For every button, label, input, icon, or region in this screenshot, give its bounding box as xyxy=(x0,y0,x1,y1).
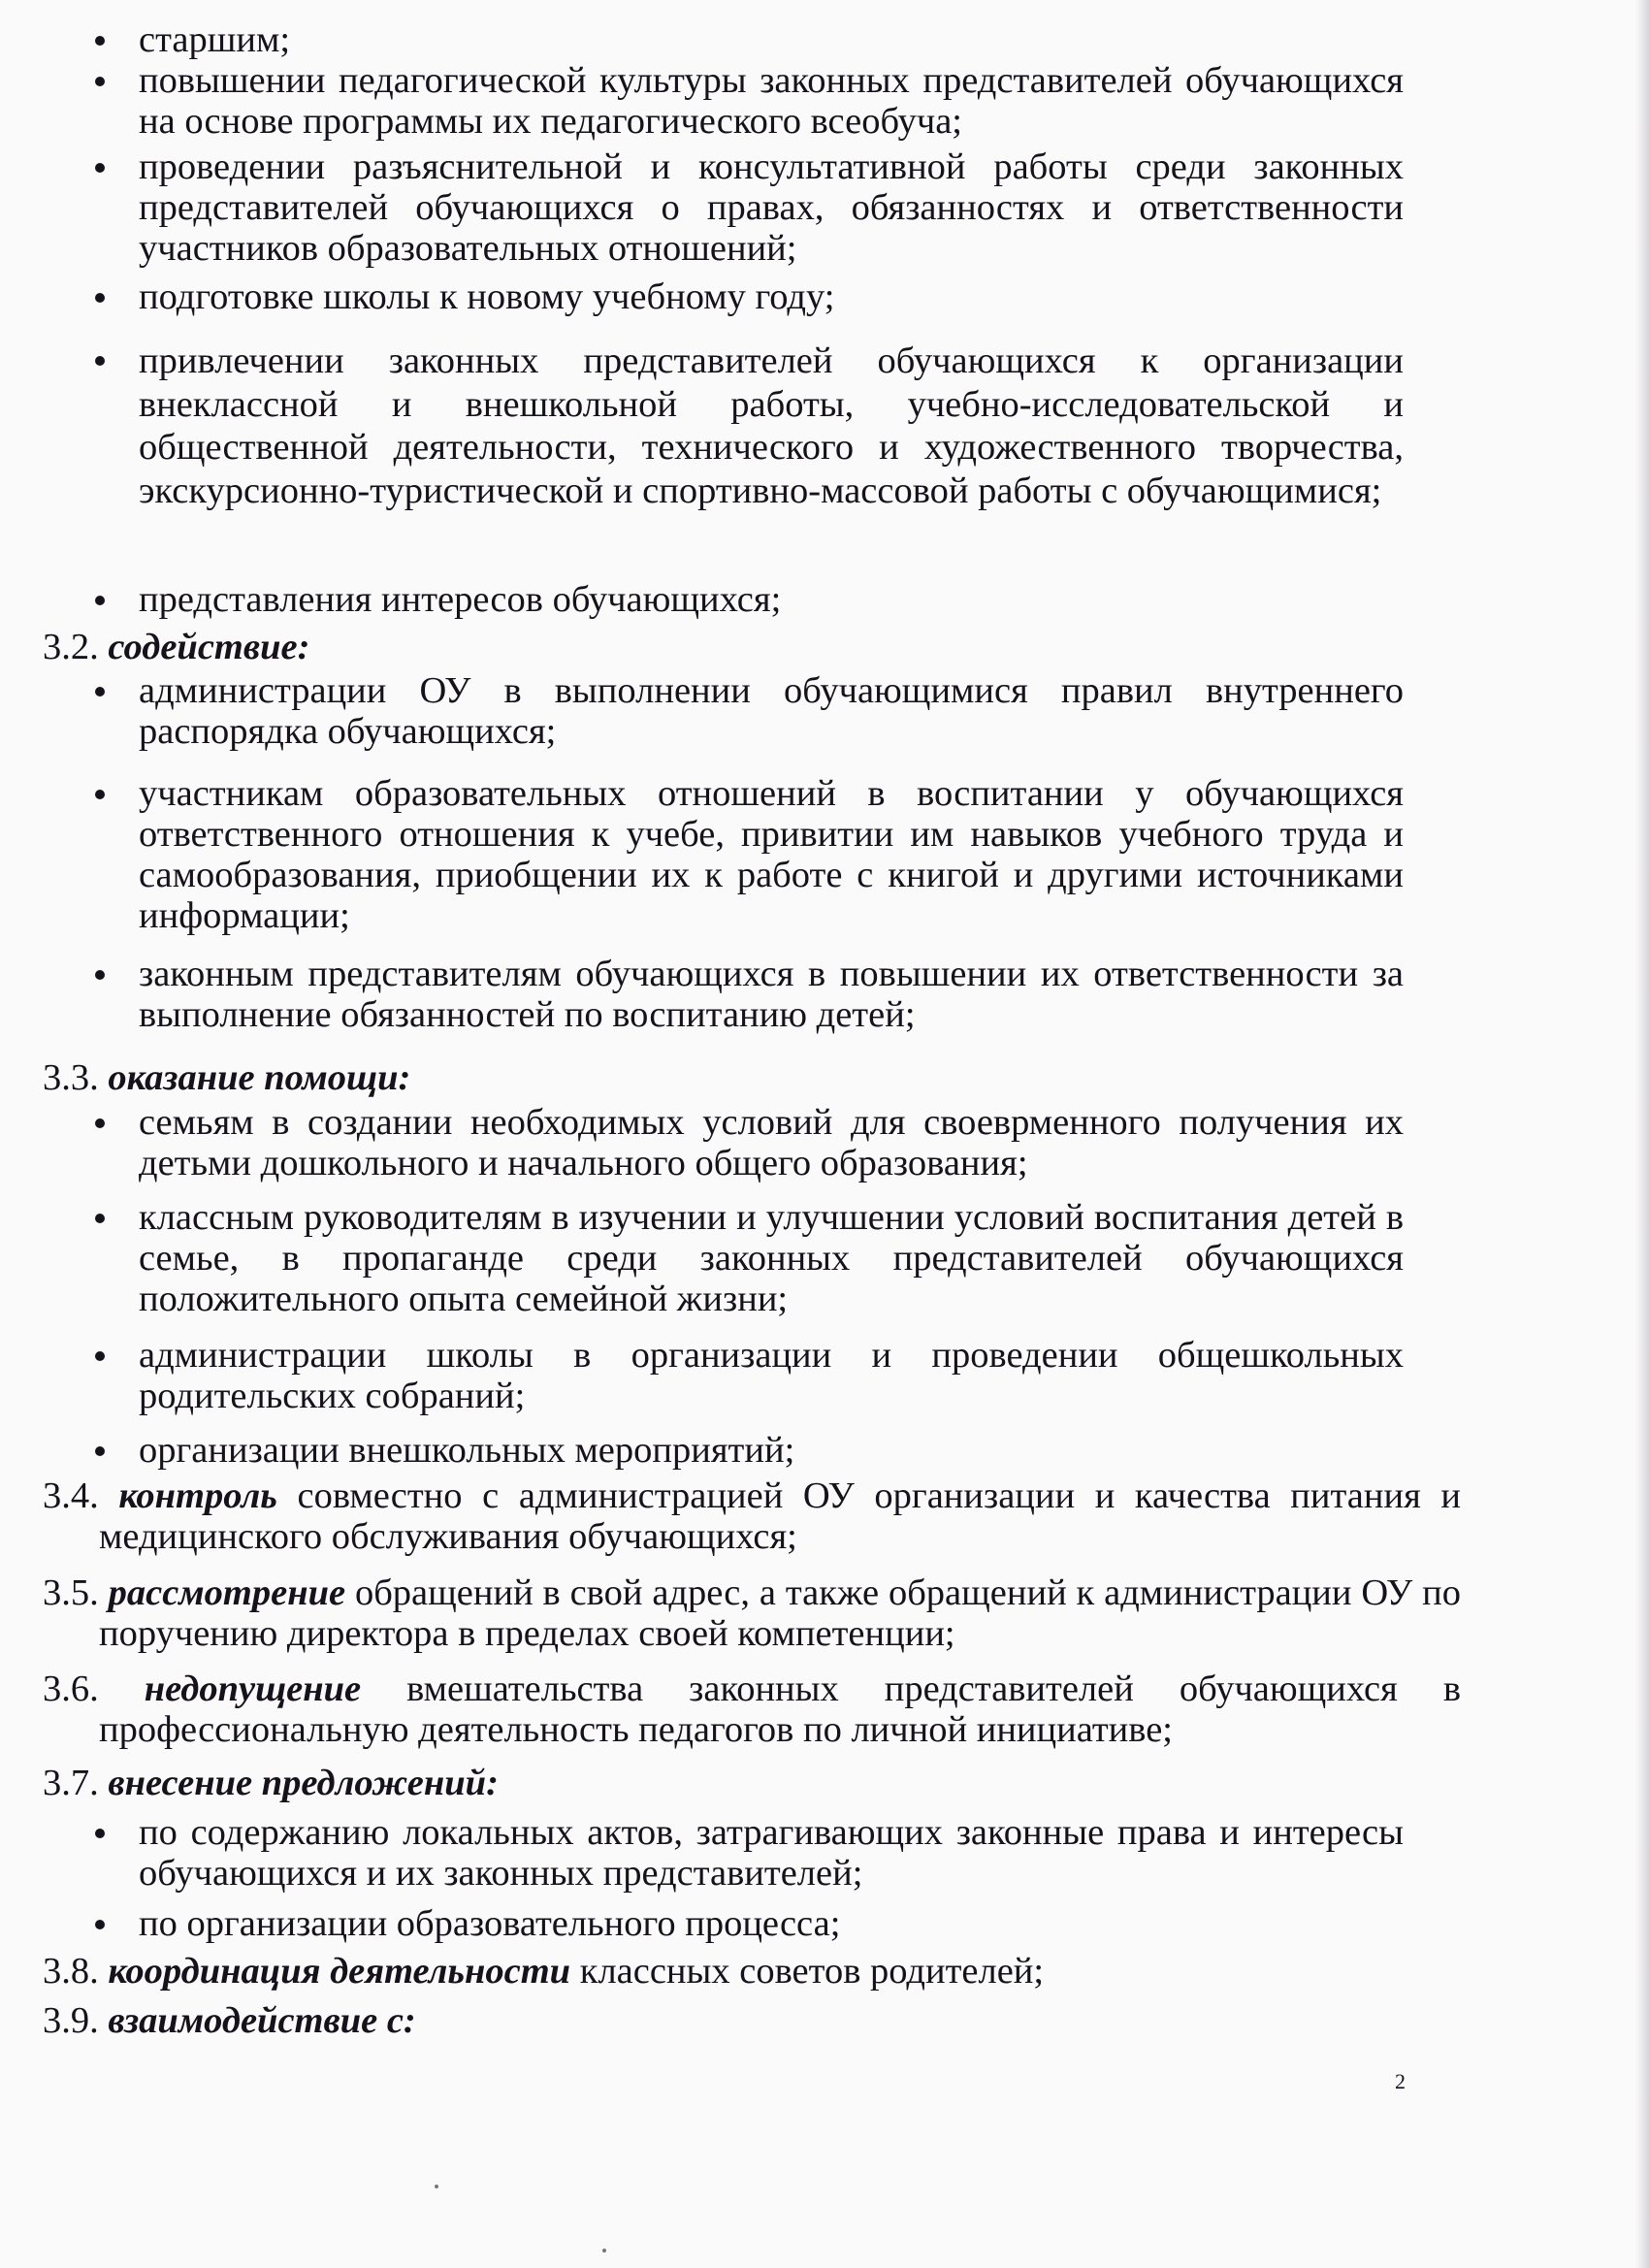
list-item: администрации ОУ в выполнении обучающимися правил внутреннего распорядка обучающихся; xyxy=(139,670,1404,752)
list-item: классным руководителям в изучении и улучшении условий воспитания детей в семье, в пропаганде среди законных представителей обучающихся положительного опыта семейной жизни; xyxy=(139,1197,1404,1319)
list-item: по содержанию локальных актов, затрагивающих законные права и интересы обучающихся и их законных представителей; xyxy=(139,1812,1404,1894)
section-3-4: 3.4. контроль совместно с администрацией ОУ организации и качества питания и медицинского обслуживания обучающихся; xyxy=(43,1475,1461,1557)
scan-speck xyxy=(602,2249,606,2252)
page-number: 2 xyxy=(1395,2069,1406,2093)
list-item: привлечении законных представителей обучающихся к организации внеклассной и внешкольной работы, учебно-исследовательской и общественной деятельности, технического и художественного творчества, экскурсионно-туристической и спортивно-массовой работы с обучающимися; xyxy=(139,340,1404,511)
list-item: участникам образовательных отношений в воспитании у обучающихся ответственного отношения к учебе, привитии им навыков учебного труда и самообразования, приобщении их к работе с книгой и другими источниками информации; xyxy=(139,773,1404,936)
list-item: по организации образовательного процесса; xyxy=(139,1903,1404,1944)
list-item: повышении педагогической культуры законных представителей обучающихся на основе программы их педагогического всеобуча; xyxy=(139,60,1404,142)
list-item: старшим; xyxy=(139,19,1404,60)
list-item: семьям в создании необходимых условий для своеврменного получения их детьми дошкольного и начального общего образования; xyxy=(139,1102,1404,1183)
list-item: законным представителям обучающихся в повышении их ответственности за выполнение обязанностей по воспитанию детей; xyxy=(139,954,1404,1035)
list-item: подготовке школы к новому учебному году; xyxy=(139,276,1404,317)
list-item: представления интересов обучающихся; xyxy=(139,579,1404,620)
section-3-6: 3.6. недопущение вмешательства законных представителей обучающихся в профессиональную деятельность педагогов по личной инициативе; xyxy=(43,1669,1461,1750)
page-edge-shadow xyxy=(1635,0,1649,2268)
section-3-2: 3.2. содействие: xyxy=(43,627,310,667)
section-3-7: 3.7. внесение предложений: xyxy=(43,1763,499,1803)
section-3-5: 3.5. рассмотрение обращений в свой адрес, а также обращений к администрации ОУ по поручению директора в пределах своей компетенции; xyxy=(43,1572,1461,1654)
list-item: организации внешкольных мероприятий; xyxy=(139,1430,1404,1471)
list-item: проведении разъяснительной и консультативной работы среди законных представителей обучающихся о правах, обязанностях и ответственности участников образовательных отношений; xyxy=(139,146,1404,269)
scan-speck xyxy=(435,2185,438,2188)
section-3-8: 3.8. координация деятельности классных советов родителей; xyxy=(43,1951,1045,1992)
section-3-3: 3.3. оказание помощи: xyxy=(43,1057,411,1098)
list-item: администрации школы в организации и проведении общешкольных родительских собраний; xyxy=(139,1335,1404,1416)
section-3-9: 3.9. взаимодействие с: xyxy=(43,2000,416,2041)
